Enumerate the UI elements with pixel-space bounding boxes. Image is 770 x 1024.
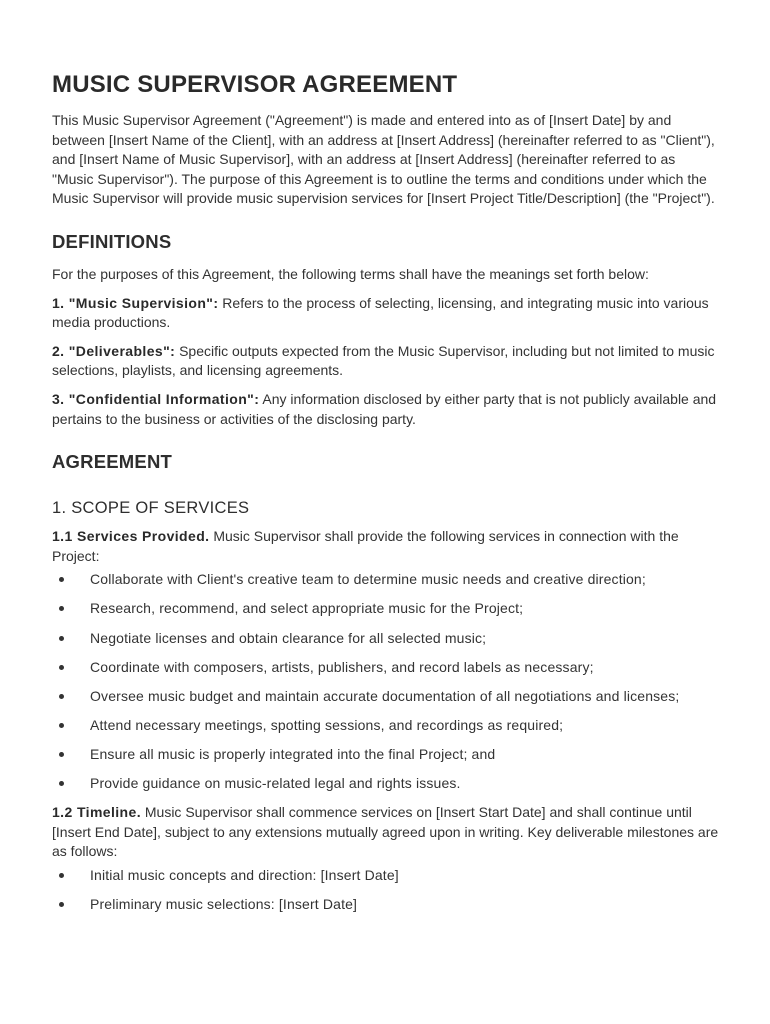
list-item [52,866,720,886]
list-item-text: Coordinate with composers, artists, publishers, and record labels as necessary; [90,658,594,675]
list-item [52,687,720,707]
definition-text: Refers to the process of selecting, licensing, and integrating music into various media productions. [52,294,709,331]
services-list [52,570,720,793]
list-item [52,745,720,765]
list-item-text: Research, recommend, and select appropriate music for the Project; [90,600,524,617]
bullet-icon [59,873,64,878]
document-title: MUSIC SUPERVISOR AGREEMENT [52,71,458,98]
list-item [52,570,720,590]
list-item [52,716,720,736]
definitions-lead: For the purposes of this Agreement, the following terms shall have the meanings set forth below: [52,265,649,282]
milestones-list [52,866,720,915]
bullet-icon [59,902,64,907]
list-item [52,774,720,794]
bullet-icon [59,723,64,728]
bullet-icon [59,694,64,699]
bullet-icon [59,752,64,757]
intro-paragraph: This Music Supervisor Agreement ("Agreement") is made and entered into as of [Insert Date] by and between [Insert Name of the Client], with an address at [Insert Address] (hereinafter referred to as "Client"), and [Insert Name of Music Supervisor], with an address at [Insert Address] (hereinafter referred to as "Music Supervisor"). The purpose of this Agreement is to outline the terms and conditions under which the Music Supervisor will provide music supervision services for [Insert Project Title/Description] (the "Project"). [52,112,715,207]
list-item-text: Attend necessary meetings, spotting sessions, and recordings as required; [90,716,564,733]
definition-term: 2. "Deliverables": [52,342,176,359]
list-item [52,599,720,619]
definition-term: 1. "Music Supervision": [52,294,219,311]
timeline-paragraph [52,803,720,862]
list-item-text: Ensure all music is properly integrated into the final Project; and [90,745,496,762]
list-item-text: Preliminary music selections: [Insert Date] [90,895,358,912]
clause-term: 1.1 Services Provided. [52,528,210,545]
clause-text: Music Supervisor shall provide the following services in connection with the Project: [52,528,679,564]
list-item-text: Provide guidance on music-related legal and rights issues. [90,774,461,791]
bullet-icon [59,781,64,786]
list-item [52,895,720,915]
bullet-icon [59,665,64,670]
bullet-icon [59,577,64,582]
list-item-text: Collaborate with Client's creative team to determine music needs and creative direction; [90,571,646,588]
definition-term: 3. "Confidential Information": [52,390,260,407]
list-item-text: Oversee music budget and maintain accurate documentation of all negotiations and licenses; [90,687,680,704]
definition-text: Specific outputs expected from the Music Supervisor, including but not limited to music selections, playlists, and licensing agreements. [52,342,715,379]
definition-item [52,390,720,429]
list-item-text: Initial music concepts and direction: [Insert Date] [90,866,399,883]
section-heading-scope: 1. SCOPE OF SERVICES [52,499,250,518]
bullet-icon [59,606,64,611]
list-item [52,658,720,678]
clause-term: 1.2 Timeline. [52,804,141,821]
definition-item [52,294,720,333]
document-page [52,70,720,924]
services-provided-paragraph [52,527,720,566]
definition-text: Any information disclosed by either party that is not publicly available and pertains to the business or activities of the disclosing party. [52,390,717,427]
definition-item [52,342,720,381]
list-item [52,629,720,649]
clause-text: Music Supervisor shall commence services on [Insert Start Date] and shall continue until [Insert End Date], subject to any extensions mutually agreed upon in writing. Key deliverable milestones are as follows: [52,804,719,860]
agreement-heading: AGREEMENT [52,451,172,473]
bullet-icon [59,636,64,641]
definitions-heading: DEFINITIONS [52,230,172,252]
list-item-text: Negotiate licenses and obtain clearance for all selected music; [90,629,487,646]
